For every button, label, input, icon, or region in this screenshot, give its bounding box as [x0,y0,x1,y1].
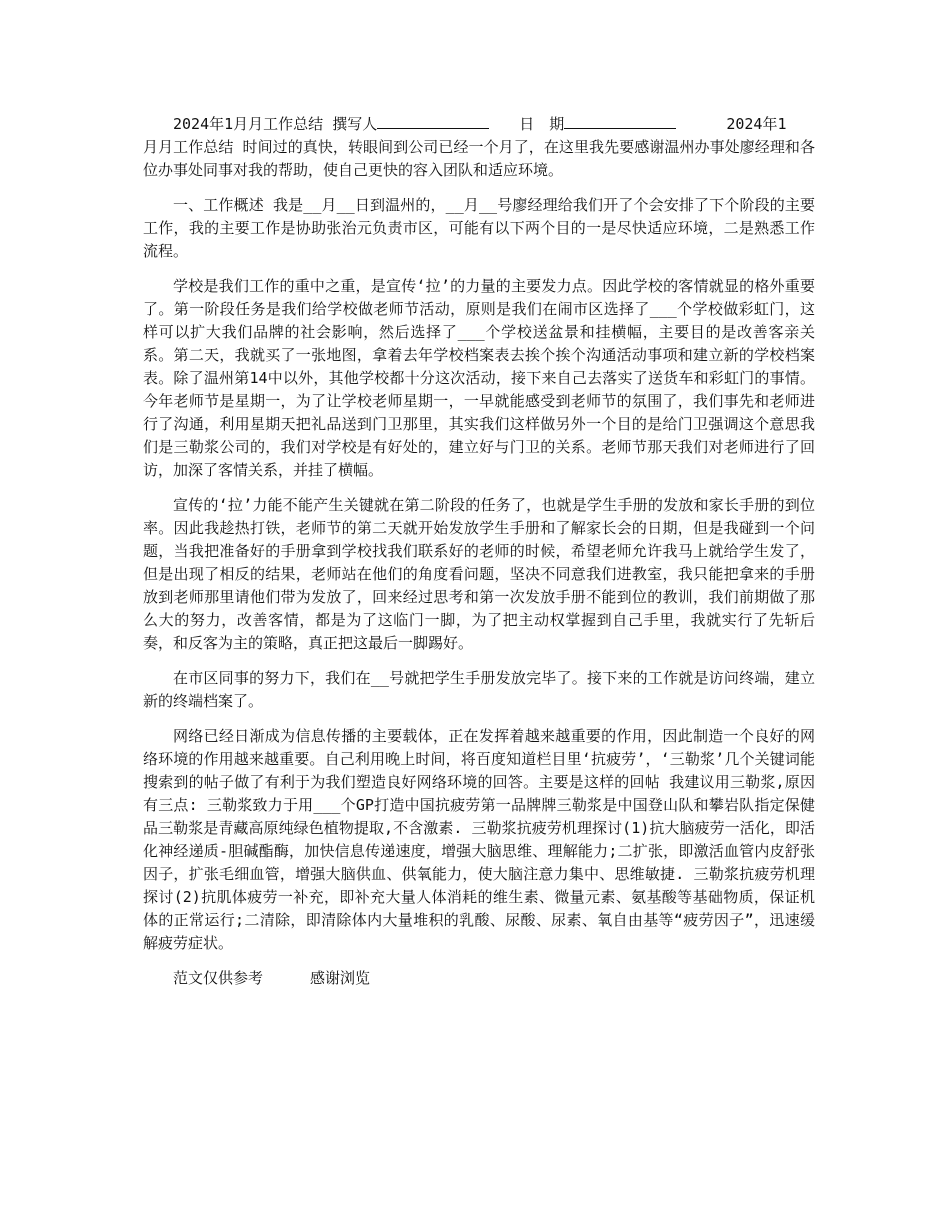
document-title-repeat: 2024年1 [726,115,787,133]
paragraph-handbook: 宣传的‘拉’力能不能产生关键就在第二阶段的任务了，也就是学生手册的发放和家长手册的到位率。因此我趁热打铁，老师节的第二天就开始发放学生手册和了解家长会的日期，但是我碰到一个问题，当我把准备好的手册拿到学校找我们联系好的老师的时候，希望老师允许我马上就给学生发了，但是出现了相反的结果，老师站在他们的角度看问题，坚决不同意我们进教室，我只能把拿来的手册放到老师那里请他们带为发放了，回来经过思考和第一次发放手册不能到位的教训，我们前期做了那么大的努力，改善客情，都是为了这临门一脚，为了把主动权掌握到自己手里，我就实行了先斩后奏，和反客为主的策略，真正把这最后一脚踢好。 [143,496,815,652]
date-label: 日 期 [519,115,565,133]
footer-line [143,967,815,990]
date-blank [564,112,676,129]
paragraph-intro: 月月工作总结 时间过的真快，转眼间到公司已经一个月了，在这里我先要感谢温州办事处廖经理和各位办事处同事对我的帮助，使自己更快的容入团队和适应环境。 [143,138,815,179]
header-line [143,112,815,136]
footer-left: 范文仅供参考 [173,969,264,987]
document-title: 2024年1月月工作总结 [173,115,324,133]
paragraph-network: 网络已经日渐成为信息传播的主要载体，正在发挥着越来越重要的作用，因此制造一个良好的网络环境的作用越来越重要。自己利用晚上时间，将百度知道栏目里‘抗疲劳’，‘三勒浆’几个关键词能搜索到的帖子做了有利于为我们塑造良好网络环境的回答。主要是这样的回帖 我建议用三勒浆,原因有三点: 三勒浆致力于用___个GP打造中国抗疲劳第一品牌牌三勒浆是中国登山队和攀岩队指定保健品三勒浆是青藏高原纯绿色植物提取,不含激素. 三勒浆抗疲劳机理探讨(1)抗大脑疲劳一活化，即活化神经递质-胆碱酯酶，加快信息传递速度，增强大脑思维、理解能力;二扩张，即激活血管内皮舒张因子，扩张毛细血管，增强大脑供血、供氧能力，使大脑注意力集中、思维敏捷. 三勒浆抗疲劳机理探讨(2)抗肌体疲劳一补充，即补充大量人体消耗的维生素、微量元素、氨基酸等基础物质，保证机体的正常运行;二清除，即清除体内大量堆积的乳酸、尿酸、尿素、氧自由基等“疲劳因子”，迅速缓解疲劳症状。 [143,727,815,952]
author-blank [377,112,489,129]
document-page [143,112,815,1005]
paragraph-school: 学校是我们工作的重中之重，是宣传‘拉’的力量的主要发力点。因此学校的客情就显的格外重要了。第一阶段任务是我们给学校做老师节活动，原则是我们在闹市区选择了___个学校做彩虹门，这样可以扩大我们品牌的社会影响，然后选择了___个学校送盆景和挂横幅，主要目的是改善客亲关系。第二天，我就买了一张地图，拿着去年学校档案表去挨个挨个沟通活动事项和建立新的学校档案表。除了温州第14中以外，其他学校都十分这次活动，接下来自己去落实了送货车和彩虹门的事情。今年老师节是星期一，为了让学校老师星期一，一早就能感受到老师节的氛围了，我们事先和老师进行了沟通，利用星期天把礼品送到门卫那里，其实我们这样做另外一个目的是给门卫强调这个意思我们是三勒浆公司的，我们对学校是有好处的，建立好与门卫的关系。老师节那天我们对老师进行了回访，加深了客情关系，并挂了横幅。 [143,277,815,479]
footer-right: 感谢浏览 [310,969,371,987]
paragraph-terminal: 在市区同事的努力下，我们在__号就把学生手册发放完毕了。接下来的工作就是访问终端，建立新的终端档案了。 [143,669,815,710]
paragraph-overview: 一、工作概述 我是__月__日到温州的，__月__号廖经理给我们开了个会安排了下个阶段的主要工作，我的主要工作是协助张治元负责市区，可能有以下两个目的一是尽快适应环境，二是熟悉工作流程。 [143,196,815,260]
author-label: 撰写人 [332,115,378,133]
